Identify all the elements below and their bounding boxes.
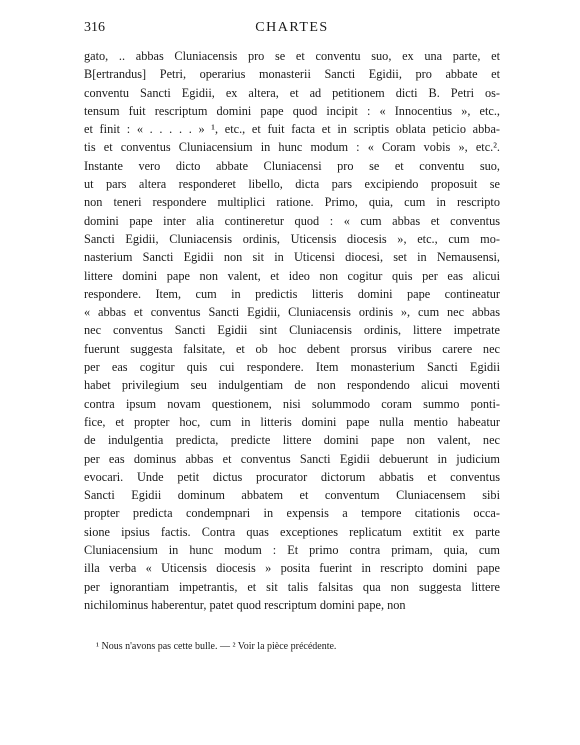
text-line: nec conventus Sancti Egidii sint Cluniacensis ordinis, littere impetrate — [84, 323, 500, 338]
text-line: tensum fuit rescriptum domini pape quod incipit : « Innocentius », etc., — [84, 103, 500, 118]
text-line: Sancti Egidii dominum abbatem et conventum Cluniacensem sibi — [84, 488, 500, 503]
text-line: tis et conventus Cluniacensium in hunc modum : « Coram vobis », etc.². — [84, 140, 500, 155]
text-line: domini pape inter alia contineretur quod : « cum abbas et conventus — [84, 213, 500, 228]
text-line: non teneri respondere multiplici ratione. Primo, quia, cum in rescripto — [84, 195, 500, 210]
text-line: contra ipsum novam questionem, nisi solummodo coram summo ponti- — [84, 396, 500, 411]
text-line: gato, .. abbas Cluniacensis pro se et conventu suo, ex una parte, et — [84, 49, 500, 63]
text-line: fice, et propter hoc, cum in litteris domini pape nulla mentio habeatur — [84, 414, 500, 429]
text-line: nichilominus haberentur, patet quod rescriptum domini pape, non — [84, 597, 406, 612]
text-line: per ignorantiam impetrantis, et sit talis falsitas qua non suggesta littere — [84, 579, 500, 594]
text-line: respondere. Item, cum in predictis litteris domini pape contineatur — [84, 286, 500, 301]
running-head: CHARTES — [255, 20, 329, 35]
text-line: habet privilegium seu indulgentiam de non respondendo alicui moventi — [84, 378, 500, 393]
text-line: evocari. Unde petit dictus procurator dictorum abbatis et conventus — [84, 469, 500, 484]
text-line: propter predicta condempnari in expensis a tempore citationis occa- — [84, 506, 500, 521]
text-line: illa verba « Uticensis diocesis » posita fuerint in rescripto domini pape — [84, 561, 500, 576]
footnotes — [96, 640, 500, 654]
text-line: ut pars altera responderet libello, dicta pars excipiendo proposuit se — [84, 177, 500, 192]
text-line: Cluniacensium in hunc modum : Et primo contra primam, quia, cum — [84, 543, 500, 558]
text-line: Sancti Egidii, Cluniacensis ordinis, Uticensis diocesis », etc., cum mo- — [84, 231, 500, 246]
page-number: 316 — [84, 20, 105, 35]
text-line: B[ertrandus] Petri, operarius monasterii Sancti Egidii, pro abbate et — [84, 67, 500, 82]
text-line: per eas dominus abbas et conventus Sancti Egidii debuerunt in judicium — [84, 451, 500, 466]
page-header — [84, 20, 500, 42]
text-line: de indulgentia predicta, predicte littere domini pape non valent, nec — [84, 433, 500, 448]
text-line: nasterium Sancti Egidii non sit in Uticensi diocesi, set in Nemausensi, — [84, 250, 500, 265]
text-line: conventu Sancti Egidii, ex altera, et ad petitionem dicti B. Petri os- — [84, 85, 500, 100]
text-line: littere domini pape non valent, et ideo non cogitur quis per eas alicui — [84, 268, 500, 283]
text-line: Instante vero dicto abbate Cluniacensi pro se et conventu suo, — [84, 158, 500, 173]
text-line: sione ipsius factis. Contra quas exceptiones replicatum extitit ex parte — [84, 524, 500, 539]
text-line: et finit : « . . . . . » ¹, etc., et fuit facta et in scriptis oblata peticio abba- — [84, 122, 500, 137]
text-line: « abbas et conventus Sancti Egidii, Cluniacensis ordinis », cum nec abbas — [84, 305, 500, 320]
footnote: ¹ Nous n'avons pas cette bulle. — ² Voir la pièce précédente. — [96, 641, 337, 652]
text-line: fuerunt suggesta falsitate, et ob hoc debent prorsus viribus carere nec — [84, 341, 500, 356]
text-line: per eas cogitur quis cui respondere. Item monasterium Sancti Egidii — [84, 360, 500, 375]
body-text — [84, 47, 500, 614]
